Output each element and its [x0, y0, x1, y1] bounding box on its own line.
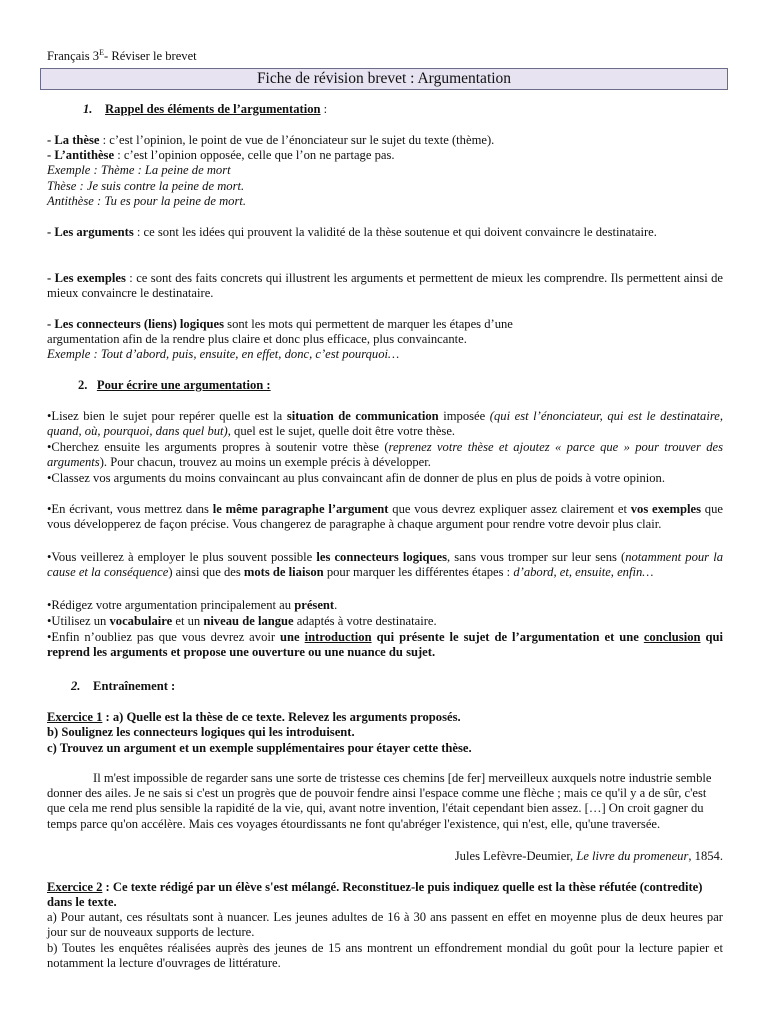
tip-5: •Vous veillerez à employer le plus souvent possible les connecteurs logiques, sans vous tromper sur leur sens (notamment pour la cause et la conséquence) ainsi que des mots de liaison pour marquer les différentes étapes : d’abord, et, ensuite, enfin… — [47, 550, 723, 580]
tip-8: •Enfin n’oubliez pas que vous devrez avoir une introduction qui présente le sujet de l’argumentation et une conclusion qui reprend les arguments et propose une ouverture ou une nuance du sujet. — [47, 630, 724, 660]
section-1-heading: 1. Rappel des éléments de l’argumentation : — [83, 102, 328, 116]
exercise-2-instruction: Exercice 2 : Ce texte rédigé par un élève s'est mélangé. Reconstituez-le puis indiquez quelle est la thèse réfutée (contredite) dans le texte. — [47, 880, 703, 910]
exercise-2-part-a: a) Pour autant, ces résultats sont à nuancer. Les jeunes adultes de 16 à 30 ans passent en effet en moyenne plus de deux heures par jour sur de nouveaux supports de lecture. — [47, 910, 723, 940]
exercise-1-question-c: c) Trouvez un argument et un exemple supplémentaires pour étayer cette thèse. — [47, 741, 472, 755]
tip-7: •Utilisez un vocabulaire et un niveau de langue adaptés à votre destinataire. — [47, 614, 437, 628]
grade-superscript: E — [99, 48, 104, 57]
example-line-1: Exemple : Thème : La peine de mort — [47, 163, 231, 177]
definition-arguments: - Les arguments : ce sont les idées qui prouvent la validité de la thèse soutenue et qui doivent convaincre le destinataire. — [47, 225, 657, 239]
tip-6: •Rédigez votre argumentation principalement au présent. — [47, 598, 338, 612]
page-header — [47, 45, 197, 64]
definition-connecteurs-cont: argumentation afin de la rendre plus claire et donc plus efficace, plus convaincante. — [47, 332, 467, 346]
definition-antithese: - L’antithèse : c’est l’opinion opposée, celle que l’on ne partage pas. — [47, 148, 395, 162]
exercise-1-question-b: b) Soulignez les connecteurs logiques qui les introduisent. — [47, 725, 355, 739]
document-title: Fiche de révision brevet : Argumentation — [40, 68, 728, 90]
definition-exemples: - Les exemples : ce sont des faits concrets qui illustrent les arguments et permettent de mieux les comprendre. Ils permettent ainsi de mieux convaincre le destinataire. — [47, 271, 723, 301]
exercise-2-part-b: b) Toutes les enquêtes réalisées auprès des jeunes de 15 ans montrent un effondrement mondial du goût pour la lecture papier et notamment la lecture d'ouvrages de littérature. — [47, 941, 723, 971]
connecteurs-example: Exemple : Tout d’abord, puis, ensuite, en effet, donc, c’est pourquoi… — [47, 347, 400, 361]
tip-1: •Lisez bien le sujet pour repérer quelle est la situation de communication imposée (qui est l’énonciateur, qui est le destinataire, quand, où, pourquoi, dans quel but), quel est le sujet, quelle doit être votre thèse. — [47, 409, 724, 439]
tip-4: •En écrivant, vous mettrez dans le même paragraphe l’argument que vous devrez expliquer assez clairement et vos exemples que vous développerez de façon précise. Vous changerez de paragraphe à chaque argument pour rendre votre devoir plus clair. — [47, 502, 723, 532]
tip-2: •Cherchez ensuite les arguments propres à soutenir votre thèse (reprenez votre thèse et ajoutez « parce que » pour trouver des arguments). Pour chacun, trouvez au moins un exemple précis à développer. — [47, 440, 723, 470]
exercise-1-question-a: Exercice 1 : a) Quelle est la thèse de ce texte. Relevez les arguments proposés. — [47, 710, 461, 724]
section-2-heading: 2. Pour écrire une argumentation : — [78, 378, 271, 392]
example-line-3: Antithèse : Tu es pour la peine de mort. — [47, 194, 247, 208]
definition-connecteurs: - Les connecteurs (liens) logiques sont les mots qui permettent de marquer les étapes d’une — [47, 317, 513, 331]
course-subtitle: - Réviser le brevet — [104, 49, 197, 64]
example-line-2: Thèse : Je suis contre la peine de mort. — [47, 179, 245, 193]
definition-these: - La thèse : c’est l’opinion, le point de vue de l’énonciateur sur le sujet du texte (thème). — [47, 133, 495, 147]
section-3-heading: 2. Entraînement : — [71, 679, 176, 693]
tip-3: •Classez vos arguments du moins convaincant au plus convaincant afin de donner de plus en plus de poids à votre opinion. — [47, 471, 665, 485]
exercise-1-quote: Il m'est impossible de regarder sans une sorte de tristesse ces chemins [de fer] merveilleux auxquels notre industrie semble donner des ailes. Je ne sais si c'est un progrès que de pouvoir fendre ainsi l'espace comme une flèche ; mais ce qu'il y a de sûr, c'est que cela me rend plus sensible la rapidité de la vie, qui, avant notre invention, l'était cependant bien assez. […] On croit gagner du temps parce qu'on accélère. Mais ces voyages étourdissants ne font qu'abréger l'existence, qui n'est, elle, qu'une traversée. — [47, 771, 712, 831]
quote-attribution: Jules Lefèvre-Deumier, Le livre du promeneur, 1854. — [454, 849, 723, 863]
course-label: Français 3 — [47, 49, 100, 64]
